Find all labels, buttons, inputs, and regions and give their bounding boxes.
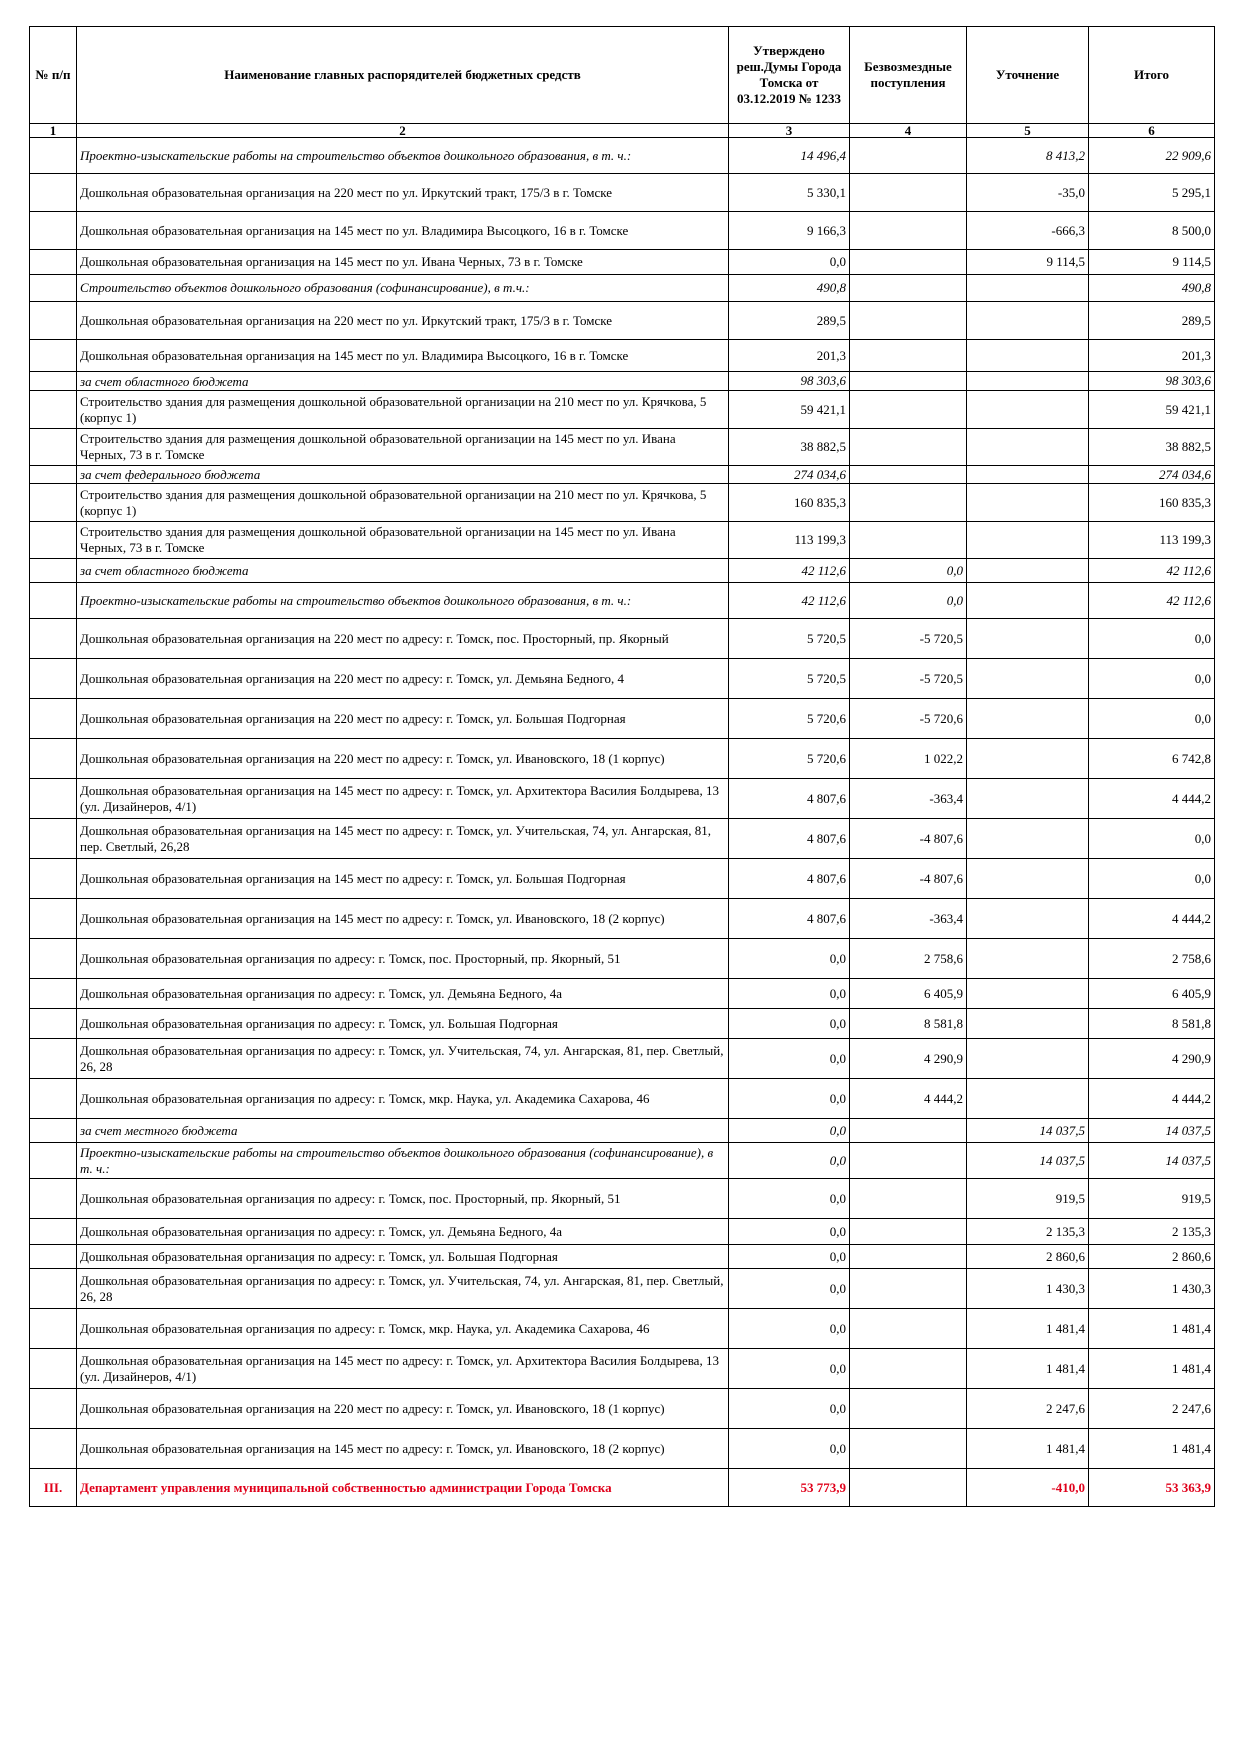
row-clarify-value xyxy=(967,583,1089,619)
row-clarify-value xyxy=(967,659,1089,699)
row-total-value: 1 430,3 xyxy=(1089,1269,1215,1309)
row-grants-value: 1 022,2 xyxy=(850,739,967,779)
row-clarify-value xyxy=(967,899,1089,939)
row-approved-value: 0,0 xyxy=(729,1143,850,1179)
row-name: Строительство здания для размещения дошкольной образовательной организации на 145 мест по ул. Ивана Черных, 73 в г. Томске xyxy=(77,429,729,466)
row-total-value: 289,5 xyxy=(1089,302,1215,340)
row-approved-value: 0,0 xyxy=(729,1219,850,1245)
table-row xyxy=(30,619,1215,659)
table-row xyxy=(30,174,1215,212)
row-clarify-value: 8 413,2 xyxy=(967,138,1089,174)
row-approved-value: 0,0 xyxy=(729,1179,850,1219)
row-clarify-value: 1 481,4 xyxy=(967,1349,1089,1389)
row-total-value: 6 405,9 xyxy=(1089,979,1215,1009)
row-name: Дошкольная образовательная организация по адресу: г. Томск, пос. Просторный, пр. Якорный, 51 xyxy=(77,1179,729,1219)
table-row xyxy=(30,302,1215,340)
row-approved-value: 38 882,5 xyxy=(729,429,850,466)
row-clarify-value: -666,3 xyxy=(967,212,1089,250)
row-grants-value: 0,0 xyxy=(850,559,967,583)
row-clarify-value: 1 430,3 xyxy=(967,1269,1089,1309)
row-name: Дошкольная образовательная организация на 220 мест по ул. Иркутский тракт, 175/3 в г. Томске xyxy=(77,302,729,340)
row-grants-value xyxy=(850,1143,967,1179)
row-index xyxy=(30,1079,77,1119)
table-row xyxy=(30,1179,1215,1219)
row-total-value: 4 444,2 xyxy=(1089,1079,1215,1119)
row-index xyxy=(30,583,77,619)
row-name: Дошкольная образовательная организация по адресу: г. Томск, ул. Демьяна Бедного, 4а xyxy=(77,1219,729,1245)
row-clarify-value xyxy=(967,1009,1089,1039)
budget-table xyxy=(29,26,1215,1507)
row-total-value: 1 481,4 xyxy=(1089,1429,1215,1469)
row-clarify-value xyxy=(967,372,1089,391)
row-grants-value xyxy=(850,1219,967,1245)
row-name: Дошкольная образовательная организация по адресу: г. Томск, пос. Просторный, пр. Якорный, 51 xyxy=(77,939,729,979)
row-total-value: 1 481,4 xyxy=(1089,1349,1215,1389)
row-clarify-value: 1 481,4 xyxy=(967,1309,1089,1349)
row-grants-value xyxy=(850,1429,967,1469)
table-row xyxy=(30,1309,1215,1349)
table-body xyxy=(30,138,1215,1507)
header-grants: Безвозмездные поступления xyxy=(850,27,967,124)
header-num: № п/п xyxy=(30,27,77,124)
row-name: Дошкольная образовательная организация по адресу: г. Томск, мкр. Наука, ул. Академика Сахарова, 46 xyxy=(77,1079,729,1119)
row-clarify-value xyxy=(967,939,1089,979)
row-approved-value: 5 720,5 xyxy=(729,619,850,659)
row-name: Дошкольная образовательная организация на 145 мест по адресу: г. Томск, ул. Учительская, 74, ул. Ангарская, 81, пер. Светлый, 26,28 xyxy=(77,819,729,859)
row-clarify-value xyxy=(967,391,1089,429)
table-row xyxy=(30,429,1215,466)
row-index xyxy=(30,1119,77,1143)
row-approved-value: 0,0 xyxy=(729,979,850,1009)
column-number: 4 xyxy=(850,124,967,138)
row-index xyxy=(30,1143,77,1179)
row-name: Дошкольная образовательная организация по адресу: г. Томск, ул. Демьяна Бедного, 4а xyxy=(77,979,729,1009)
table-row xyxy=(30,979,1215,1009)
row-approved-value: 0,0 xyxy=(729,1079,850,1119)
row-clarify-value xyxy=(967,302,1089,340)
row-name: Дошкольная образовательная организация по адресу: г. Томск, ул. Учительская, 74, ул. Ангарская, 81, пер. Светлый, 26, 28 xyxy=(77,1039,729,1079)
row-total-value: 113 199,3 xyxy=(1089,522,1215,559)
row-grants-value xyxy=(850,302,967,340)
row-clarify-value xyxy=(967,559,1089,583)
row-index xyxy=(30,1309,77,1349)
row-approved-value: 0,0 xyxy=(729,1245,850,1269)
row-name: Дошкольная образовательная организация по адресу: г. Томск, мкр. Наука, ул. Академика Сахарова, 46 xyxy=(77,1309,729,1349)
row-total-value: 2 135,3 xyxy=(1089,1219,1215,1245)
table-row xyxy=(30,1269,1215,1309)
row-approved-value: 42 112,6 xyxy=(729,583,850,619)
row-total-value: 5 295,1 xyxy=(1089,174,1215,212)
row-clarify-value: 2 135,3 xyxy=(967,1219,1089,1245)
row-index xyxy=(30,429,77,466)
row-index xyxy=(30,466,77,484)
row-grants-value: -4 807,6 xyxy=(850,819,967,859)
table-row xyxy=(30,779,1215,819)
table-row xyxy=(30,559,1215,583)
row-clarify-value xyxy=(967,466,1089,484)
row-index xyxy=(30,391,77,429)
table-row xyxy=(30,819,1215,859)
row-index xyxy=(30,899,77,939)
row-grants-value: -4 807,6 xyxy=(850,859,967,899)
row-approved-value: 0,0 xyxy=(729,1309,850,1349)
table-row xyxy=(30,484,1215,522)
header-approved: Утверждено реш.Думы Города Томска от 03.12.2019 № 1233 xyxy=(729,27,850,124)
row-grants-value xyxy=(850,484,967,522)
row-approved-value: 5 720,5 xyxy=(729,659,850,699)
row-index xyxy=(30,138,77,174)
header-clarify: Уточнение xyxy=(967,27,1089,124)
row-grants-value xyxy=(850,1389,967,1429)
table-row xyxy=(30,739,1215,779)
row-approved-value: 0,0 xyxy=(729,1429,850,1469)
row-clarify-value xyxy=(967,484,1089,522)
column-number: 5 xyxy=(967,124,1089,138)
row-approved-value: 4 807,6 xyxy=(729,899,850,939)
row-name: Дошкольная образовательная организация на 220 мест по адресу: г. Томск, ул. Ивановского, 18 (1 корпус) xyxy=(77,739,729,779)
row-approved-value: 5 720,6 xyxy=(729,699,850,739)
table-row xyxy=(30,1143,1215,1179)
row-total-value: 4 444,2 xyxy=(1089,899,1215,939)
row-total-value: 0,0 xyxy=(1089,859,1215,899)
row-approved-value: 0,0 xyxy=(729,939,850,979)
row-approved-value: 113 199,3 xyxy=(729,522,850,559)
table-row xyxy=(30,1219,1215,1245)
table-row xyxy=(30,939,1215,979)
row-total-value: 9 114,5 xyxy=(1089,250,1215,275)
row-name: Дошкольная образовательная организация на 220 мест по адресу: г. Томск, ул. Ивановского, 18 (1 корпус) xyxy=(77,1389,729,1429)
row-index xyxy=(30,522,77,559)
header-total: Итого xyxy=(1089,27,1215,124)
row-index xyxy=(30,1009,77,1039)
row-clarify-value xyxy=(967,819,1089,859)
row-approved-value: 42 112,6 xyxy=(729,559,850,583)
row-clarify-value xyxy=(967,1039,1089,1079)
row-index: III. xyxy=(30,1469,77,1507)
row-total-value: 0,0 xyxy=(1089,659,1215,699)
row-grants-value xyxy=(850,1119,967,1143)
row-grants-value xyxy=(850,1469,967,1507)
row-name: за счет областного бюджета xyxy=(77,372,729,391)
row-clarify-value xyxy=(967,779,1089,819)
row-grants-value: -5 720,5 xyxy=(850,659,967,699)
row-index xyxy=(30,1429,77,1469)
column-number: 1 xyxy=(30,124,77,138)
row-grants-value: 8 581,8 xyxy=(850,1009,967,1039)
table-row xyxy=(30,1349,1215,1389)
row-clarify-value xyxy=(967,979,1089,1009)
row-clarify-value: 2 247,6 xyxy=(967,1389,1089,1429)
row-index xyxy=(30,372,77,391)
table-row xyxy=(30,138,1215,174)
row-name: за счет местного бюджета xyxy=(77,1119,729,1143)
row-index xyxy=(30,859,77,899)
row-grants-value: 2 758,6 xyxy=(850,939,967,979)
row-name: Строительство здания для размещения дошкольной образовательной организации на 210 мест по ул. Крячкова, 5 (корпус 1) xyxy=(77,484,729,522)
table-row xyxy=(30,1039,1215,1079)
row-total-value: 4 290,9 xyxy=(1089,1039,1215,1079)
table-row xyxy=(30,466,1215,484)
column-number-row xyxy=(30,124,1215,138)
row-approved-value: 160 835,3 xyxy=(729,484,850,522)
row-index xyxy=(30,1179,77,1219)
column-number: 6 xyxy=(1089,124,1215,138)
table-row xyxy=(30,859,1215,899)
row-clarify-value xyxy=(967,739,1089,779)
row-grants-value: -5 720,5 xyxy=(850,619,967,659)
table-row xyxy=(30,275,1215,302)
row-total-value: 201,3 xyxy=(1089,340,1215,372)
row-name: Проектно-изыскательские работы на строительство объектов дошкольного образования, в т. ч.: xyxy=(77,138,729,174)
row-grants-value xyxy=(850,372,967,391)
row-grants-value: 4 290,9 xyxy=(850,1039,967,1079)
header-row xyxy=(30,27,1215,124)
row-approved-value: 490,8 xyxy=(729,275,850,302)
row-index xyxy=(30,275,77,302)
row-approved-value: 0,0 xyxy=(729,1009,850,1039)
row-total-value: 8 581,8 xyxy=(1089,1009,1215,1039)
row-grants-value xyxy=(850,1245,967,1269)
row-grants-value xyxy=(850,522,967,559)
table-row xyxy=(30,522,1215,559)
row-approved-value: 4 807,6 xyxy=(729,779,850,819)
column-number: 3 xyxy=(729,124,850,138)
row-index xyxy=(30,1269,77,1309)
row-grants-value xyxy=(850,429,967,466)
table-row xyxy=(30,391,1215,429)
row-index xyxy=(30,212,77,250)
row-approved-value: 9 166,3 xyxy=(729,212,850,250)
row-index xyxy=(30,174,77,212)
row-total-value: 2 247,6 xyxy=(1089,1389,1215,1429)
row-index xyxy=(30,939,77,979)
row-clarify-value xyxy=(967,429,1089,466)
row-total-value: 59 421,1 xyxy=(1089,391,1215,429)
row-name: Дошкольная образовательная организация по адресу: г. Томск, ул. Учительская, 74, ул. Ангарская, 81, пер. Светлый, 26, 28 xyxy=(77,1269,729,1309)
row-clarify-value xyxy=(967,275,1089,302)
row-grants-value xyxy=(850,250,967,275)
row-index xyxy=(30,340,77,372)
row-name: Дошкольная образовательная организация на 220 мест по адресу: г. Томск, ул. Демьяна Бедного, 4 xyxy=(77,659,729,699)
table-row xyxy=(30,212,1215,250)
row-total-value: 1 481,4 xyxy=(1089,1309,1215,1349)
row-total-value: 14 037,5 xyxy=(1089,1143,1215,1179)
row-approved-value: 0,0 xyxy=(729,1119,850,1143)
row-index xyxy=(30,559,77,583)
row-total-value: 42 112,6 xyxy=(1089,583,1215,619)
row-name: Департамент управления муниципальной собственностью администрации Города Томска xyxy=(77,1469,729,1507)
row-grants-value xyxy=(850,212,967,250)
row-name: Дошкольная образовательная организация на 145 мест по ул. Владимира Высоцкого, 16 в г. Томске xyxy=(77,212,729,250)
row-index xyxy=(30,739,77,779)
row-name: Дошкольная образовательная организация на 145 мест по ул. Владимира Высоцкого, 16 в г. Томске xyxy=(77,340,729,372)
row-name: Дошкольная образовательная организация на 145 мест по адресу: г. Томск, ул. Ивановского, 18 (2 корпус) xyxy=(77,899,729,939)
row-grants-value xyxy=(850,1269,967,1309)
row-total-value: 53 363,9 xyxy=(1089,1469,1215,1507)
row-clarify-value: 14 037,5 xyxy=(967,1143,1089,1179)
table-row xyxy=(30,899,1215,939)
row-approved-value: 0,0 xyxy=(729,250,850,275)
row-grants-value xyxy=(850,275,967,302)
row-total-value: 919,5 xyxy=(1089,1179,1215,1219)
row-clarify-value xyxy=(967,1079,1089,1119)
row-approved-value: 274 034,6 xyxy=(729,466,850,484)
row-approved-value: 0,0 xyxy=(729,1269,850,1309)
row-total-value: 4 444,2 xyxy=(1089,779,1215,819)
row-index xyxy=(30,302,77,340)
row-index xyxy=(30,484,77,522)
row-name: Дошкольная образовательная организация на 145 мест по адресу: г. Томск, ул. Архитектора Василия Болдырева, 13 (ул. Дизайнеров, 4/1) xyxy=(77,779,729,819)
table-row xyxy=(30,372,1215,391)
row-total-value: 42 112,6 xyxy=(1089,559,1215,583)
row-name: Дошкольная образовательная организация на 145 мест по адресу: г. Томск, ул. Большая Подгорная xyxy=(77,859,729,899)
row-approved-value: 59 421,1 xyxy=(729,391,850,429)
row-clarify-value xyxy=(967,859,1089,899)
table-row xyxy=(30,583,1215,619)
row-grants-value: -363,4 xyxy=(850,779,967,819)
row-name: Дошкольная образовательная организация на 220 мест по адресу: г. Томск, пос. Просторный, пр. Якорный xyxy=(77,619,729,659)
row-grants-value xyxy=(850,391,967,429)
row-grants-value xyxy=(850,1179,967,1219)
row-index xyxy=(30,1245,77,1269)
row-total-value: 0,0 xyxy=(1089,819,1215,859)
department-total-row xyxy=(30,1469,1215,1507)
table-row xyxy=(30,1119,1215,1143)
row-clarify-value: 919,5 xyxy=(967,1179,1089,1219)
row-index xyxy=(30,819,77,859)
row-name: Дошкольная образовательная организация на 220 мест по адресу: г. Томск, ул. Большая Подгорная xyxy=(77,699,729,739)
row-name: Дошкольная образовательная организация на 145 мест по адресу: г. Томск, ул. Архитектора Василия Болдырева, 13 (ул. Дизайнеров, 4/1) xyxy=(77,1349,729,1389)
row-clarify-value: 14 037,5 xyxy=(967,1119,1089,1143)
row-total-value: 8 500,0 xyxy=(1089,212,1215,250)
row-approved-value: 14 496,4 xyxy=(729,138,850,174)
row-name: за счет федерального бюджета xyxy=(77,466,729,484)
row-grants-value xyxy=(850,340,967,372)
row-total-value: 2 758,6 xyxy=(1089,939,1215,979)
row-name: Проектно-изыскательские работы на строительство объектов дошкольного образования, в т. ч.: xyxy=(77,583,729,619)
row-total-value: 38 882,5 xyxy=(1089,429,1215,466)
budget-sheet xyxy=(29,26,1214,1507)
row-approved-value: 4 807,6 xyxy=(729,859,850,899)
row-grants-value xyxy=(850,1349,967,1389)
row-grants-value xyxy=(850,1309,967,1349)
row-name: за счет областного бюджета xyxy=(77,559,729,583)
row-clarify-value: 9 114,5 xyxy=(967,250,1089,275)
row-index xyxy=(30,779,77,819)
table-row xyxy=(30,699,1215,739)
row-name: Дошкольная образовательная организация на 145 мест по ул. Ивана Черных, 73 в г. Томске xyxy=(77,250,729,275)
row-approved-value: 0,0 xyxy=(729,1349,850,1389)
row-index xyxy=(30,1349,77,1389)
row-grants-value: -363,4 xyxy=(850,899,967,939)
row-index xyxy=(30,699,77,739)
row-clarify-value xyxy=(967,522,1089,559)
row-total-value: 0,0 xyxy=(1089,699,1215,739)
row-total-value: 160 835,3 xyxy=(1089,484,1215,522)
row-total-value: 14 037,5 xyxy=(1089,1119,1215,1143)
header-name: Наименование главных распорядителей бюджетных средств xyxy=(77,27,729,124)
row-name: Проектно-изыскательские работы на строительство объектов дошкольного образования (софинансирование), в т. ч.: xyxy=(77,1143,729,1179)
row-clarify-value: -35,0 xyxy=(967,174,1089,212)
row-approved-value: 0,0 xyxy=(729,1389,850,1429)
table-row xyxy=(30,1389,1215,1429)
row-name: Строительство объектов дошкольного образования (софинансирование), в т.ч.: xyxy=(77,275,729,302)
table-row xyxy=(30,1429,1215,1469)
row-approved-value: 201,3 xyxy=(729,340,850,372)
row-index xyxy=(30,979,77,1009)
row-index xyxy=(30,1039,77,1079)
row-total-value: 6 742,8 xyxy=(1089,739,1215,779)
row-index xyxy=(30,619,77,659)
row-grants-value xyxy=(850,174,967,212)
row-grants-value: 0,0 xyxy=(850,583,967,619)
row-approved-value: 98 303,6 xyxy=(729,372,850,391)
row-approved-value: 0,0 xyxy=(729,1039,850,1079)
row-total-value: 274 034,6 xyxy=(1089,466,1215,484)
row-name: Дошкольная образовательная организация на 145 мест по адресу: г. Томск, ул. Ивановского, 18 (2 корпус) xyxy=(77,1429,729,1469)
row-index xyxy=(30,250,77,275)
row-total-value: 98 303,6 xyxy=(1089,372,1215,391)
row-approved-value: 5 330,1 xyxy=(729,174,850,212)
table-row xyxy=(30,1079,1215,1119)
row-grants-value: -5 720,6 xyxy=(850,699,967,739)
table-row xyxy=(30,1009,1215,1039)
row-clarify-value: -410,0 xyxy=(967,1469,1089,1507)
row-grants-value xyxy=(850,138,967,174)
row-total-value: 490,8 xyxy=(1089,275,1215,302)
row-name: Строительство здания для размещения дошкольной образовательной организации на 145 мест по ул. Ивана Черных, 73 в г. Томске xyxy=(77,522,729,559)
row-grants-value: 4 444,2 xyxy=(850,1079,967,1119)
row-approved-value: 53 773,9 xyxy=(729,1469,850,1507)
row-clarify-value: 2 860,6 xyxy=(967,1245,1089,1269)
table-row xyxy=(30,340,1215,372)
row-clarify-value xyxy=(967,340,1089,372)
row-clarify-value: 1 481,4 xyxy=(967,1429,1089,1469)
row-total-value: 2 860,6 xyxy=(1089,1245,1215,1269)
row-index xyxy=(30,1389,77,1429)
row-name: Строительство здания для размещения дошкольной образовательной организации на 210 мест по ул. Крячкова, 5 (корпус 1) xyxy=(77,391,729,429)
row-clarify-value xyxy=(967,619,1089,659)
row-index xyxy=(30,1219,77,1245)
column-number: 2 xyxy=(77,124,729,138)
row-name: Дошкольная образовательная организация по адресу: г. Томск, ул. Большая Подгорная xyxy=(77,1009,729,1039)
table-row xyxy=(30,250,1215,275)
row-name: Дошкольная образовательная организация на 220 мест по ул. Иркутский тракт, 175/3 в г. Томске xyxy=(77,174,729,212)
row-index xyxy=(30,659,77,699)
row-approved-value: 4 807,6 xyxy=(729,819,850,859)
table-row xyxy=(30,659,1215,699)
row-total-value: 0,0 xyxy=(1089,619,1215,659)
row-approved-value: 289,5 xyxy=(729,302,850,340)
row-name: Дошкольная образовательная организация по адресу: г. Томск, ул. Большая Подгорная xyxy=(77,1245,729,1269)
row-approved-value: 5 720,6 xyxy=(729,739,850,779)
row-grants-value xyxy=(850,466,967,484)
row-grants-value: 6 405,9 xyxy=(850,979,967,1009)
row-clarify-value xyxy=(967,699,1089,739)
row-total-value: 22 909,6 xyxy=(1089,138,1215,174)
table-row xyxy=(30,1245,1215,1269)
